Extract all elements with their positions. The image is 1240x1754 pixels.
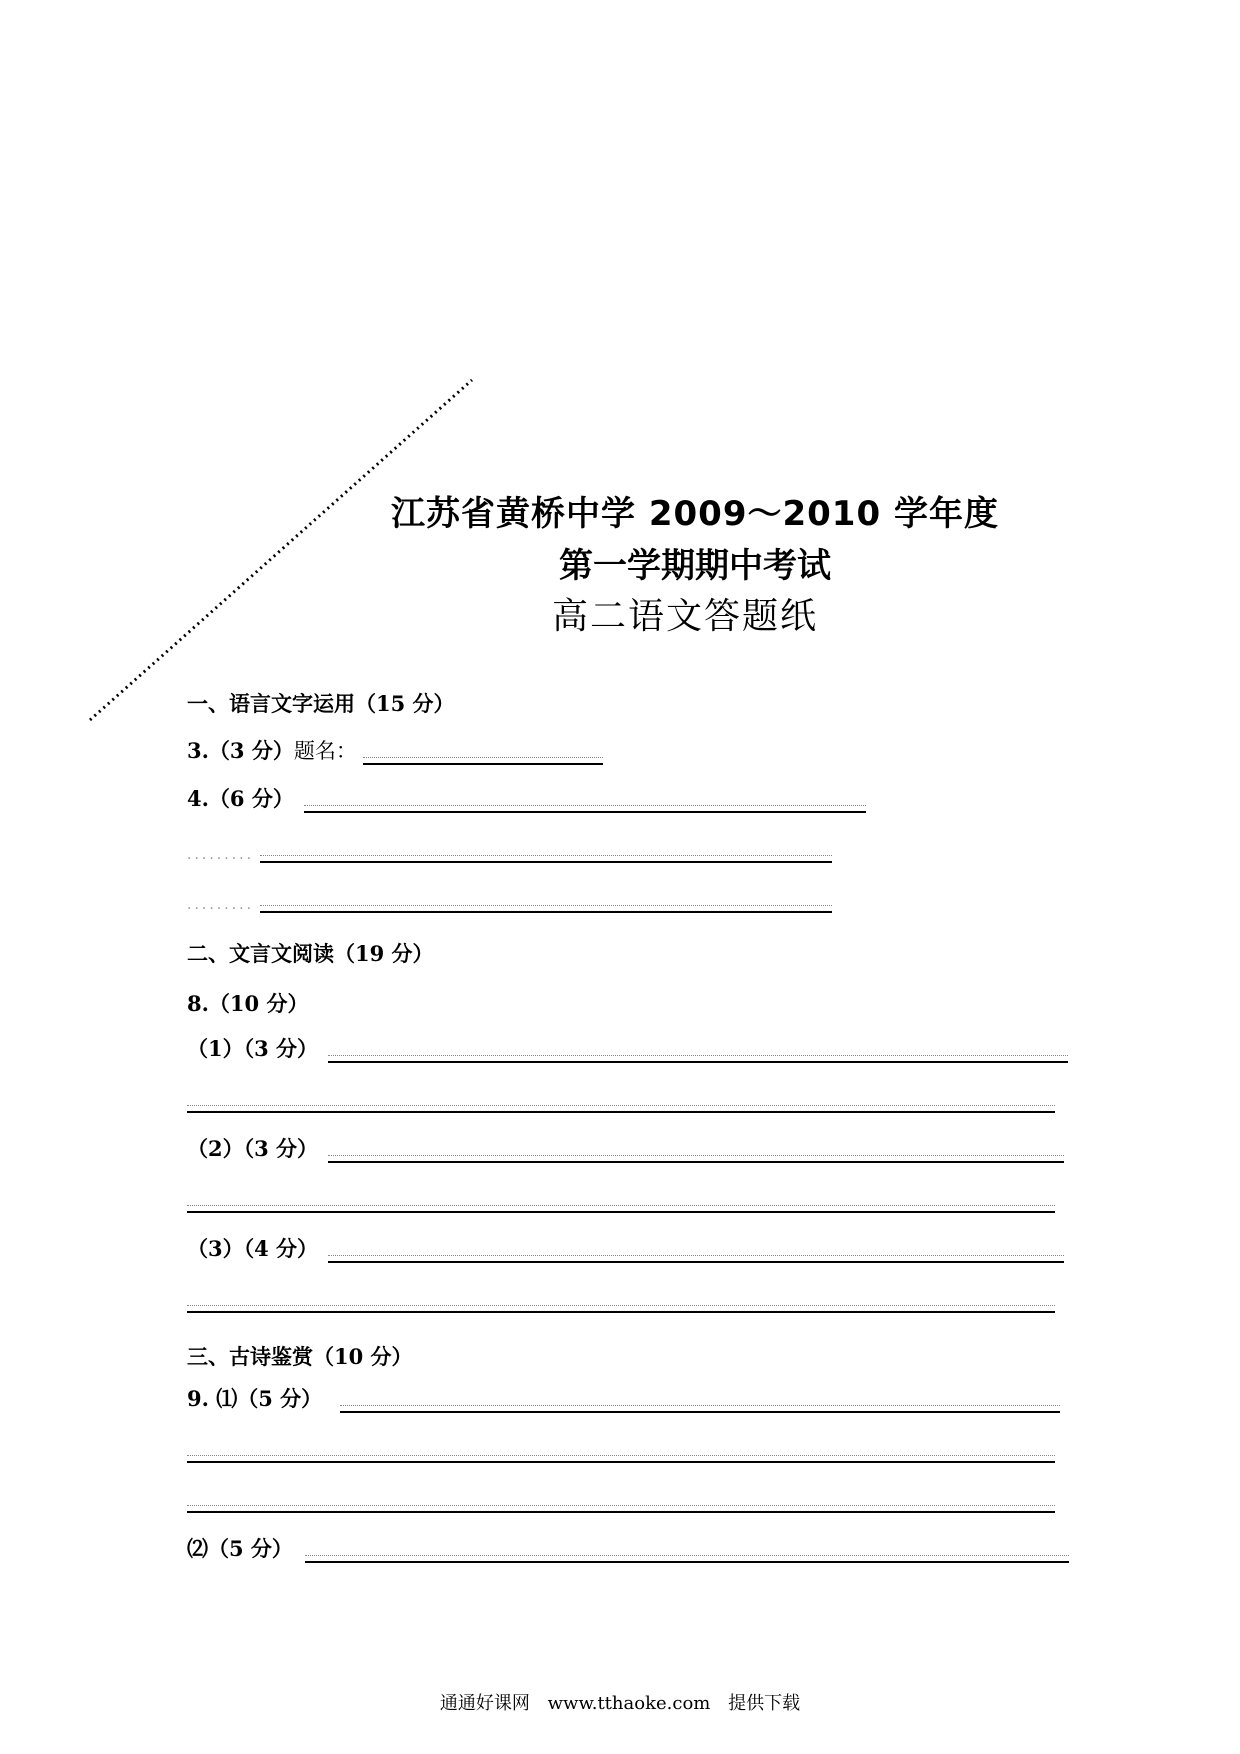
page-footer — [0, 1689, 1240, 1715]
question-4-answer-line-1[interactable] — [304, 811, 866, 813]
question-9-2-row — [187, 1533, 1069, 1567]
question-3-label: 3.（3 分）题名： — [187, 738, 357, 763]
section-heading-2: 二、文言文阅读（19 分） — [187, 941, 434, 966]
question-9-1-row — [187, 1383, 1060, 1417]
question-8-2-row-2 — [187, 1183, 1055, 1217]
question-3-answer-line[interactable] — [363, 763, 603, 765]
question-8-1-row-2 — [187, 1083, 1055, 1117]
exam-title-term: 第一学期期中考试 — [559, 546, 831, 586]
question-4-answer-line-2[interactable] — [260, 861, 832, 863]
question-3-row — [187, 735, 603, 769]
question-4-row — [187, 783, 866, 817]
question-9-1-answer-line-3[interactable] — [187, 1511, 1055, 1513]
footer-note: 提供下载 — [728, 1693, 801, 1714]
question-4-row-3 — [187, 883, 832, 917]
question-9-1-row-2 — [187, 1433, 1055, 1467]
question-8-label: 8.（10 分） — [187, 991, 309, 1016]
question-9-1-answer-line-1[interactable] — [340, 1411, 1060, 1413]
question-8-3-row — [187, 1233, 1064, 1267]
question-8-1-answer-line-2[interactable] — [187, 1111, 1055, 1113]
question-8-3-answer-line-2[interactable] — [187, 1311, 1055, 1313]
question-8-1-answer-line-1[interactable] — [328, 1061, 1068, 1063]
question-4-label: 4.（6 分） — [187, 786, 294, 811]
footer-url[interactable]: www.tthaoke.com — [547, 1693, 711, 1714]
question-4-answer-line-3[interactable] — [260, 911, 832, 913]
question-9-1-answer-line-2[interactable] — [187, 1461, 1055, 1463]
exam-title-school: 江苏省黄桥中学 2009～2010 学年度 — [391, 494, 999, 534]
indent-dots: ......... — [187, 897, 255, 913]
section-heading-3: 三、古诗鉴赏（10 分） — [187, 1344, 413, 1369]
question-8-2-answer-line-1[interactable] — [328, 1161, 1064, 1163]
question-9-2-answer-line-1[interactable] — [305, 1561, 1069, 1563]
question-9-1-label: 9. ⑴（5 分） — [187, 1386, 323, 1411]
footer-site-name: 通通好课网 — [439, 1693, 530, 1714]
question-8-3-row-2 — [187, 1283, 1055, 1317]
exam-title-sheet: 高二语文答题纸 — [551, 596, 818, 637]
section-heading-1: 一、语言文字运用（15 分） — [187, 691, 455, 716]
question-8-2-label: （2）（3 分） — [187, 1136, 319, 1161]
question-8-3-answer-line-1[interactable] — [328, 1261, 1064, 1263]
question-9-2-label: ⑵（5 分） — [187, 1536, 293, 1561]
question-8-1-label: （1）（3 分） — [187, 1036, 319, 1061]
question-8-1-row — [187, 1033, 1068, 1067]
indent-dots: ......... — [187, 847, 255, 863]
question-4-row-2 — [187, 833, 832, 867]
question-8-3-label: （3）（4 分） — [187, 1236, 319, 1261]
question-8-2-answer-line-2[interactable] — [187, 1211, 1055, 1213]
question-9-1-row-3 — [187, 1483, 1055, 1517]
question-8-2-row — [187, 1133, 1064, 1167]
